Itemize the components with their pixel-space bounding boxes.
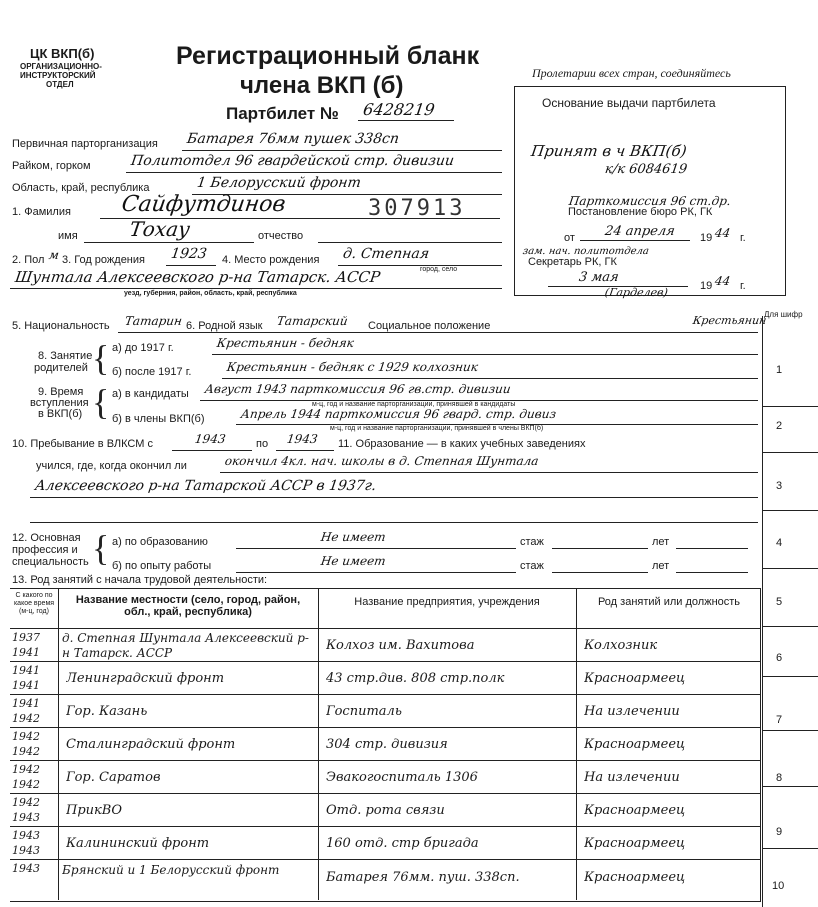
basis-accepted: Принят в ч ВКП(б) (530, 142, 688, 160)
org-name: ЦК ВКП(б) (30, 46, 95, 61)
table-row-8-job: Красноармеец (584, 870, 686, 885)
table-row-4-to: 1942 (12, 745, 40, 758)
table-row-3-to: 1942 (12, 712, 40, 725)
basis-date: 24 апреля (604, 224, 676, 239)
let-label-1: лет (652, 536, 670, 548)
education-value-1: окончил 4кл. нач. школы в д. Степная Шунтала (224, 454, 540, 468)
name-value: Тохау (128, 217, 192, 241)
birthplace-value-2: Шунтала Алексеевского р-на Татарск. АССР (14, 268, 382, 286)
partbilet-number: 6428219 (362, 100, 436, 119)
basis-from: от (564, 232, 575, 244)
candidate-label: а) в кандидаты (112, 388, 189, 400)
birthplace-caption: уезд, губерния, район, область, край, республика (124, 290, 297, 297)
basis-year2: 44 (714, 274, 732, 288)
header-enterprise: Название предприятия, учреждения (354, 596, 540, 608)
name-label: имя (58, 230, 78, 242)
basis-commission: Парткомиссия 96 ст.др. (568, 194, 732, 208)
basis-secretary: Секретарь РК, ГК (528, 256, 617, 268)
table-row-2-place: Ленинградский фронт (66, 671, 225, 686)
cipher-7: 7 (776, 714, 783, 726)
profession-label-3: специальность (12, 556, 89, 568)
table-row-6-place: ПрикВО (66, 803, 123, 818)
vlksm-to: 1943 (286, 432, 319, 446)
table-row-7-to: 1943 (12, 844, 40, 857)
slogan: Пролетарии всех стран, соединяйтесь (532, 66, 731, 80)
stazh-label-1: стаж (520, 536, 544, 548)
birthplace-label: 4. Место рождения (222, 254, 320, 266)
let-label-2: лет (652, 560, 670, 572)
header-location: Название местности (село, город, район, обл., край, республика) (75, 594, 301, 618)
cipher-5: 5 (776, 596, 783, 608)
table-row-7-place: Калининский фронт (66, 836, 210, 851)
table-row-8-from: 1943 (12, 862, 40, 875)
sex-value: м (48, 248, 60, 262)
table-row-5-org: Эвакогоспиталь 1306 (326, 770, 478, 785)
basis-year2-suffix: г. (740, 280, 746, 292)
cipher-column-header: Для шифр (764, 310, 803, 319)
member-value: Апрель 1944 парткомиссия 96 гвард. стр. дивиз (240, 407, 558, 421)
table-row-3-job: На излечении (584, 704, 680, 719)
vlksm-from: 1943 (194, 432, 227, 446)
table-row-3-place: Гор. Казань (66, 704, 148, 719)
basis-deputy: зам. нач. политотдела (522, 246, 650, 257)
basis-signature: (Гарделев) (604, 286, 669, 299)
prof-work-value: Не имеет (320, 554, 387, 568)
social-value: Крестьянин (692, 314, 768, 327)
org-sub-1: ОРГАНИЗАЦИОННО- (20, 62, 102, 71)
language-label: 6. Родной язык (186, 320, 263, 332)
prof-education-label: а) по образованию (112, 536, 208, 548)
education-label-2: учился, где, когда окончил ли (36, 460, 187, 472)
birthplace-value-1: д. Степная (342, 246, 431, 262)
table-row-8-org: Батарея 76мм. пуш. 338сп. (326, 870, 520, 885)
social-label: Социальное положение (368, 320, 491, 332)
cipher-10: 10 (772, 880, 785, 892)
table-row-4-from: 1942 (12, 730, 40, 743)
registration-stamp: 307913 (368, 196, 466, 221)
form-title: Регистрационный бланк (176, 42, 480, 70)
cipher-3: 3 (776, 480, 783, 492)
table-row-2-org: 43 стр.див. 808 стр.полк (326, 671, 505, 686)
cipher-8: 8 (776, 772, 783, 784)
table-row-4-job: Красноармеец (584, 737, 686, 752)
sex-label: 2. Пол (12, 254, 45, 266)
partbilet-label: Партбилет № (226, 104, 339, 123)
join-label-3: в ВКП(б) (38, 408, 83, 420)
birth-value: 1923 (170, 246, 208, 262)
table-row-4-place: Сталинградский фронт (66, 737, 236, 752)
table-row-5-from: 1942 (12, 763, 40, 776)
table-row-1-job: Колхозник (584, 638, 658, 653)
join-label-2: вступления (30, 397, 89, 409)
prof-education-value: Не имеет (320, 530, 387, 544)
table-row-5-job: На излечении (584, 770, 680, 785)
basis-year: 44 (714, 226, 732, 240)
table-row-6-org: Отд. рота связи (326, 803, 445, 818)
table-row-3-from: 1941 (12, 697, 40, 710)
primary-org-label: Первичная парторганизация (12, 138, 158, 150)
table-row-1-to: 1941 (12, 646, 40, 659)
table-row-7-job: Красноармеец (584, 836, 686, 851)
cipher-9: 9 (776, 826, 783, 838)
work-history-label: 13. Род занятий с начала трудовой деятельности: (12, 574, 268, 586)
vlksm-label: 10. Пребывание в ВЛКСМ с (12, 438, 153, 450)
org-sub-2: ИНСТРУКТОРСКИЙ (20, 71, 96, 80)
table-row-2-job: Красноармеец (584, 671, 686, 686)
parents-after-1917-value: Крестьянин - бедняк с 1929 колхозник (226, 360, 479, 374)
nationality-label: 5. Национальность (12, 320, 110, 332)
profession-label-2: профессия и (12, 544, 78, 556)
city-village-caption: город, село (420, 266, 458, 273)
education-value-2: Алексеевского р-на Татарской АССР в 1937г. (34, 478, 378, 494)
cipher-4: 4 (776, 537, 783, 549)
table-row-6-job: Красноармеец (584, 803, 686, 818)
org-sub-3: ОТДЕЛ (46, 80, 74, 89)
parents-after-1917-label: б) после 1917 г. (112, 366, 192, 378)
stazh-label-2: стаж (520, 560, 544, 572)
table-row-7-org: 160 отд. стр бригада (326, 836, 479, 851)
cipher-6: 6 (776, 652, 783, 664)
primary-org-value: Батарея 76мм пушек 338сп (186, 131, 401, 147)
patronymic-label: отчество (258, 230, 304, 242)
table-row-6-to: 1943 (12, 811, 40, 824)
header-position: Род занятий или должность (597, 596, 741, 608)
cipher-1: 1 (776, 364, 783, 376)
basis-title: Основание выдачи партбилета (542, 96, 716, 110)
surname-value: Сайфутдинов (120, 192, 288, 217)
table-row-5-to: 1942 (12, 778, 40, 791)
candidate-caption: м-ц, год и название парторганизации, принявшей в кандидаты (312, 401, 516, 408)
parents-before-1917-value: Крестьянин - бедняк (216, 336, 355, 350)
table-row-8-place: Брянский и 1 Белорусский фронт (62, 863, 280, 877)
table-row-2-from: 1941 (12, 664, 40, 677)
table-row-3-org: Госпиталь (326, 704, 402, 719)
candidate-value: Август 1943 парткомиссия 96 гв.стр. дивизии (204, 382, 512, 396)
table-row-1-place: д. Степная Шунтала Алексеевский р-н Татарск. АССР (62, 631, 309, 660)
basis-year-suffix: г. (740, 232, 746, 244)
table-row-6-from: 1942 (12, 796, 40, 809)
surname-label: 1. Фамилия (12, 206, 71, 218)
parents-occ-label-2: родителей (34, 362, 88, 374)
oblast-value: 1 Белорусский фронт (196, 175, 362, 191)
table-row-7-from: 1943 (12, 829, 40, 842)
profession-label-1: 12. Основная (12, 532, 81, 544)
table-row-4-org: 304 стр. дивизия (326, 737, 448, 752)
table-row-1-org: Колхоз им. Вахитова (326, 638, 475, 653)
table-row-5-place: Гор. Саратов (66, 770, 161, 785)
prof-work-label: б) по опыту работы (112, 560, 212, 572)
basis-resolution: Постановление бюро РК, ГК (568, 206, 713, 218)
basis-kk: к/к 6084619 (604, 162, 689, 177)
member-label: б) в члены ВКП(б) (112, 413, 205, 425)
basis-year2-prefix: 19 (700, 280, 713, 292)
oblast-label: Область, край, республика (12, 182, 150, 194)
parents-occ-label-1: 8. Занятие (38, 350, 93, 362)
basis-date2: 3 мая (578, 270, 620, 285)
member-caption: м-ц, год и название парторганизации, принявшей в члены ВКП(б) (330, 425, 544, 432)
basis-year-prefix: 19 (700, 232, 713, 244)
language-value: Татарский (276, 314, 349, 328)
join-label-1: 9. Время (38, 386, 84, 398)
nationality-value: Татарин (124, 314, 183, 328)
raikom-label: Райком, горком (12, 160, 91, 172)
vlksm-to-label: по (256, 438, 269, 450)
parents-before-1917-label: а) до 1917 г. (112, 342, 174, 354)
education-label: 11. Образование — в каких учебных заведениях (338, 438, 586, 450)
header-period: С какого по какое время (м-ц, год) (13, 592, 55, 615)
form-subtitle: члена ВКП (б) (240, 72, 404, 99)
raikom-value: Политотдел 96 гвардейской стр. дивизии (130, 153, 456, 169)
table-row-2-to: 1941 (12, 679, 40, 692)
table-row-1-from: 1937 (12, 631, 40, 644)
birth-label: 3. Год рождения (62, 254, 145, 266)
cipher-2: 2 (776, 420, 783, 432)
